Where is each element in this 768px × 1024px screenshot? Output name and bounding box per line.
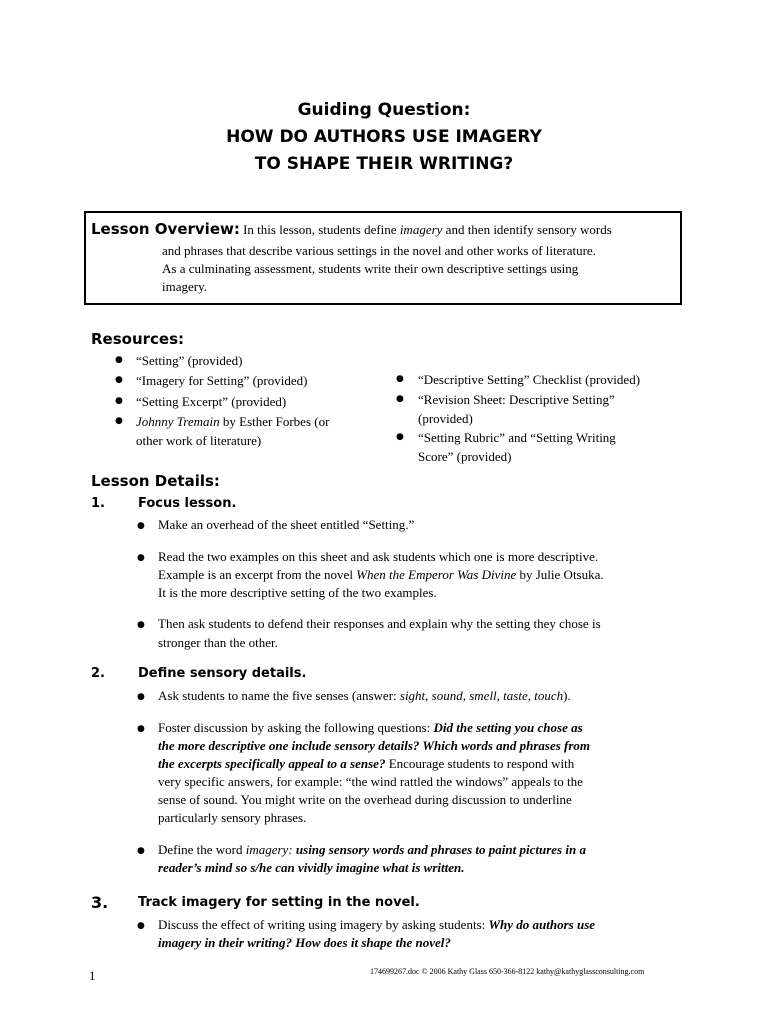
step-1-bullet-3-line-2: stronger than the other. (158, 635, 278, 650)
bullet-icon: ● (115, 396, 123, 406)
step-1-bullet-2-line-1: Read the two examples on this sheet and ask students which one is more descriptive. (158, 549, 599, 564)
bullet-icon: ● (115, 416, 123, 426)
overview-line-3: As a culminating assessment, students write their own descriptive settings using (162, 261, 579, 276)
step-3-bullet-1-line-1: Discuss the effect of writing using imagery by asking students: Why do authors use (158, 917, 596, 932)
bullet-icon: ● (137, 553, 145, 563)
resource-item-novel-cont: other work of literature) (136, 433, 262, 448)
bullet-icon: ● (137, 846, 145, 856)
step-2-bullet-2-line-2: the more descriptive one include sensory details? Which words and phrases from (158, 738, 591, 753)
step-1-bullet-2-line-2: Example is an excerpt from the novel When the Emperor Was Divine by Julie Otsuka. (158, 567, 604, 582)
resource-item-excerpt: “Setting Excerpt” (provided) (136, 394, 287, 409)
overview-line-1: Lesson Overview: In this lesson, students define imagery and then identify sensory words (91, 220, 612, 238)
step-3-number: 3. (91, 893, 109, 912)
step-2-number: 2. (91, 666, 105, 681)
resource-item-revision-cont: (provided) (418, 411, 473, 426)
resource-item-rubric-cont: Score” (provided) (418, 449, 512, 464)
bullet-icon: ● (137, 692, 145, 702)
step-2-bullet-1: Ask students to name the five senses (answer: sight, sound, smell, taste, touch). (158, 688, 571, 703)
step-3-title: Track imagery for setting in the novel. (138, 895, 420, 910)
bullet-icon: ● (115, 355, 123, 365)
resource-item-rubric: “Setting Rubric” and “Setting Writing (418, 430, 616, 445)
footer-info: 174699267.doc © 2006 Kathy Glass 650-366-8122 kathy@kathyglassconsulting.com (370, 967, 645, 976)
step-1-number: 1. (91, 496, 105, 511)
resource-item-revision: “Revision Sheet: Descriptive Setting” (418, 392, 615, 407)
step-2-bullet-2-line-4: very specific answers, for example: “the wind rattled the windows” appeals to the (158, 774, 583, 789)
step-1-title: Focus lesson. (138, 496, 237, 511)
step-1-bullet-3-line-1: Then ask students to defend their responses and explain why the setting they chose is (158, 616, 601, 631)
resource-item-novel: Johnny Tremain by Esther Forbes (or (136, 414, 330, 429)
guiding-question-line-1: HOW DO AUTHORS USE IMAGERY (226, 127, 542, 147)
step-3-bullet-1-line-2: imagery in their writing? How does it shape the novel? (158, 935, 451, 950)
resource-item-checklist: “Descriptive Setting” Checklist (provided) (418, 372, 641, 387)
step-2-bullet-2-line-3: the excerpts specifically appeal to a sense? Encourage students to respond with (158, 756, 575, 771)
step-2-bullet-3-line-1: Define the word imagery: using sensory words and phrases to paint pictures in a (158, 842, 586, 857)
resources-heading: Resources: (91, 330, 185, 348)
guiding-question-label: Guiding Question: (297, 100, 471, 120)
bullet-icon: ● (137, 921, 145, 931)
bullet-icon: ● (396, 394, 404, 404)
overview-line-2: and phrases that describe various settings in the novel and other works of literature. (162, 243, 596, 258)
step-1-bullet-2-line-3: It is the more descriptive setting of the two examples. (158, 585, 437, 600)
resource-item-imagery: “Imagery for Setting” (provided) (136, 373, 308, 388)
step-2-bullet-2-line-1: Foster discussion by asking the following questions: Did the setting you chose as (158, 720, 583, 735)
guiding-question-line-2: TO SHAPE THEIR WRITING? (254, 154, 514, 174)
bullet-icon: ● (396, 374, 404, 384)
overview-label: Lesson Overview: (91, 220, 240, 238)
bullet-icon: ● (137, 724, 145, 734)
bullet-icon: ● (396, 432, 404, 442)
bullet-icon: ● (137, 521, 145, 531)
step-2-title: Define sensory details. (138, 666, 307, 681)
bullet-icon: ● (137, 620, 145, 630)
step-2-bullet-3-line-2: reader’s mind so s/he can vividly imagine what is written. (158, 860, 465, 875)
overview-line-4: imagery. (162, 279, 207, 294)
step-1-bullet-1: Make an overhead of the sheet entitled “Setting.” (158, 517, 415, 532)
step-2-bullet-2-line-5: sense of sound. You might write on the overhead during discussion to underline (158, 792, 572, 807)
page-number: 1 (89, 968, 96, 983)
bullet-icon: ● (115, 375, 123, 385)
lesson-details-heading: Lesson Details: (91, 472, 220, 490)
lesson-overview-box (84, 211, 682, 305)
resource-item-setting: “Setting” (provided) (136, 353, 243, 368)
step-2-bullet-2-line-6: particularly sensory phrases. (158, 810, 307, 825)
